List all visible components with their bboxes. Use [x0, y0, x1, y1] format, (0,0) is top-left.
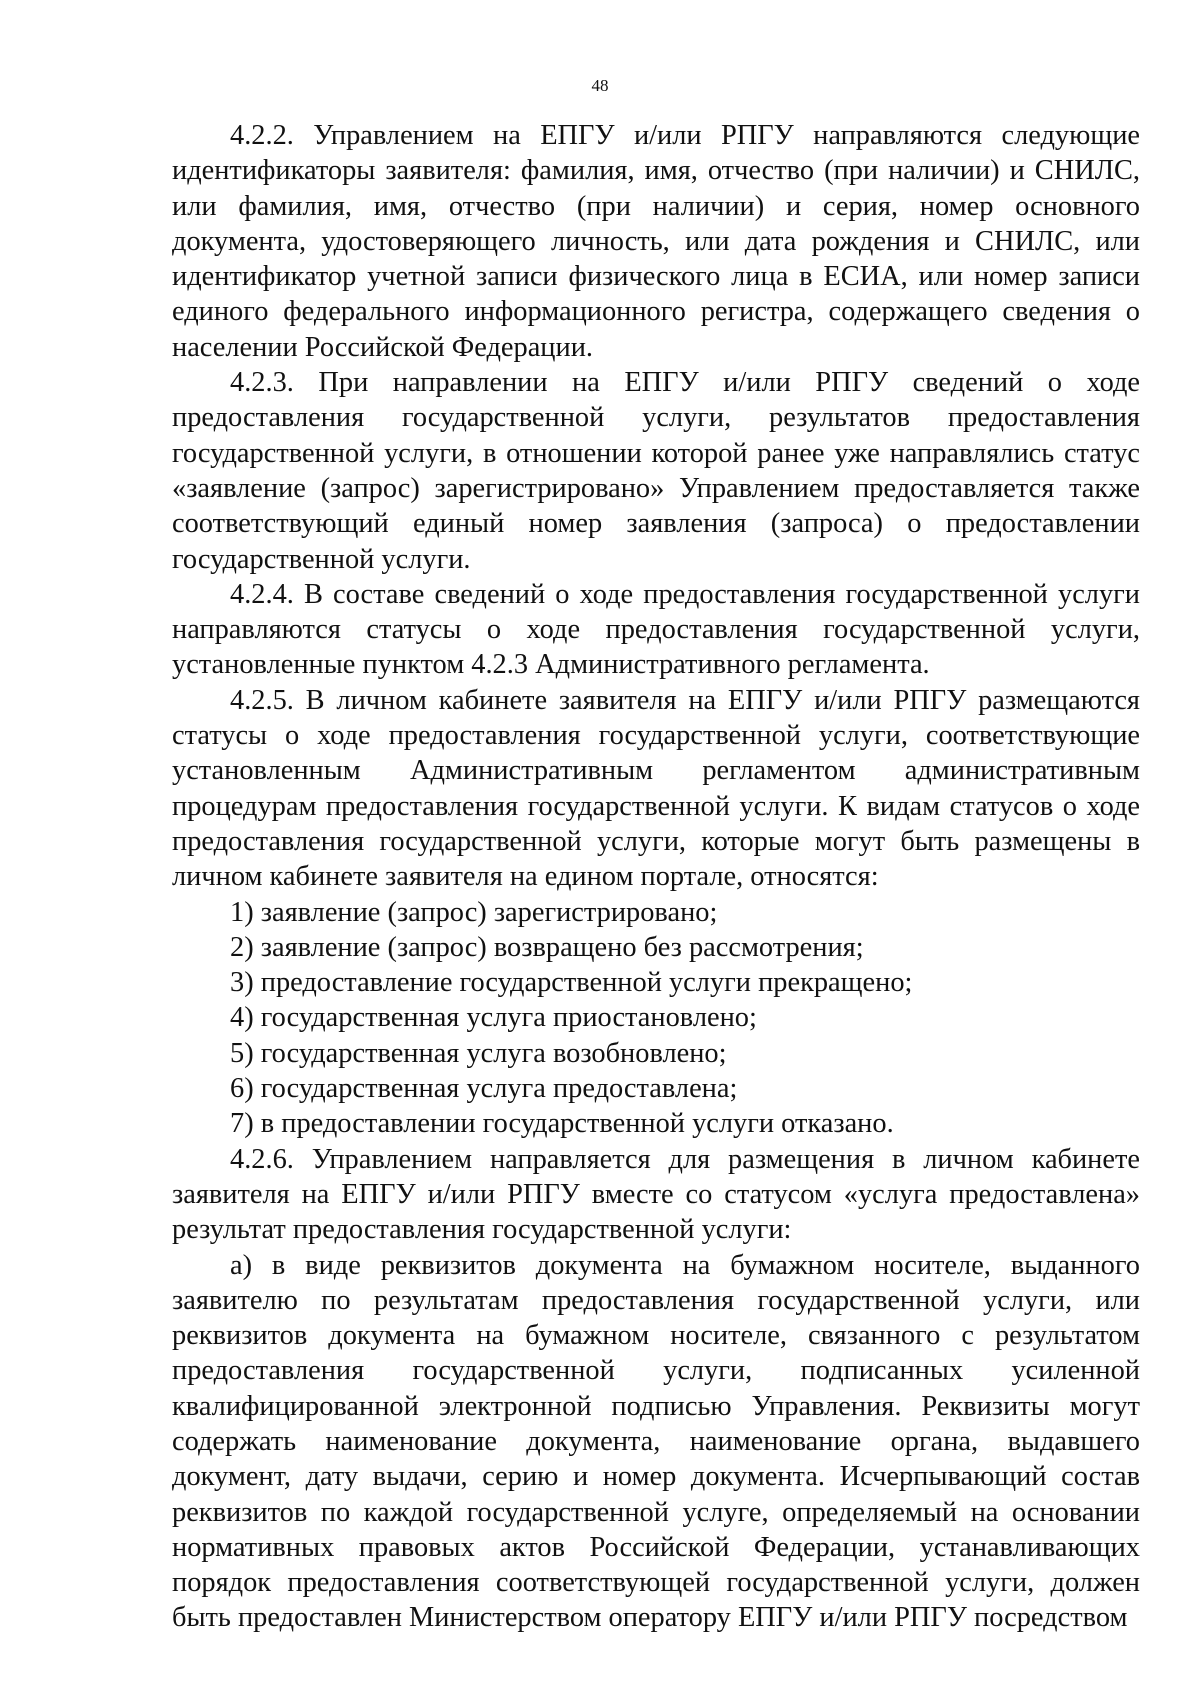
document-body [172, 118, 1140, 1636]
status-list-item: 5) государственная услуга возобновлено; [230, 1037, 727, 1069]
paragraph-sub-a: а) в виде реквизитов документа на бумажном носителе, выданного заявителю по результатам предоставления государственной услуги, или реквизитов документа на бумажном носителе, связанного с результатом предоставления государственной услуги, подписанных усиленной квалифицированной электронной подписью Управления. Реквизиты могут содержать наименование документа, наименование органа, выдавшего документ, дату выдачи, серию и номер документа. Исчерпывающий состав реквизитов по каждой государственной услуге, определяемый на основании нормативных правовых актов Российской Федерации, устанавливающих порядок предоставления соответствующей государственной услуги, должен быть предоставлен Министерством оператору ЕПГУ и/или РПГУ посредством [172, 1249, 1140, 1634]
status-list-item: 3) предоставление государственной услуги прекращено; [230, 967, 913, 999]
paragraph-4-2-5: 4.2.5. В личном кабинете заявителя на ЕПГУ и/или РПГУ размещаются статусы о ходе предоставления государственной услуги, соответствующие установленным Административным регламентом административным процедурам предоставления государственной услуги. К видам статусов о ходе предоставления государственной услуги, которые могут быть размещены в личном кабинете заявителя на едином портале, относятся: [172, 684, 1140, 893]
status-list [172, 895, 1140, 1142]
status-list-item: 7) в предоставлении государственной услуги отказано. [230, 1108, 894, 1140]
paragraph-4-2-4: 4.2.4. В составе сведений о ходе предоставления государственной услуги направляются статусы о ходе предоставления государственной услуги, установленные пунктом 4.2.3 Административного регламента. [172, 578, 1140, 681]
paragraph-4-2-6: 4.2.6. Управлением направляется для размещения в личном кабинете заявителя на ЕПГУ и/или РПГУ вместе со статусом «услуга предоставлена» результат предоставления государственной услуги: [172, 1143, 1140, 1246]
paragraph-4-2-3: 4.2.3. При направлении на ЕПГУ и/или РПГУ сведений о ходе предоставления государственной услуги, результатов предоставления государственной услуги, в отношении которой ранее уже направлялись статус «заявление (запрос) зарегистрировано» Управлением предоставляется также соответствующий единый номер заявления (запроса) о предоставлении государственной услуги. [172, 367, 1140, 575]
page-number: 48 [591, 76, 609, 95]
status-list-item: 1) заявление (запрос) зарегистрировано; [230, 896, 718, 928]
paragraph-4-2-2: 4.2.2. Управлением на ЕПГУ и/или РПГУ направляются следующие идентификаторы заявителя: фамилия, имя, отчество (при наличии) и СНИЛС, или фамилия, имя, отчество (при наличии) и серия, номер основного документа, удостоверяющего личность, или дата рождения и СНИЛС, или идентификатор учетной записи физического лица в ЕСИА, или номер записи единого федерального информационного регистра, содержащего сведения о населении Российской Федерации. [172, 120, 1140, 363]
status-list-item: 4) государственная услуга приостановлено; [230, 1002, 757, 1034]
status-list-item: 6) государственная услуга предоставлена; [230, 1073, 738, 1105]
status-list-item: 2) заявление (запрос) возвращено без рассмотрения; [230, 931, 864, 963]
